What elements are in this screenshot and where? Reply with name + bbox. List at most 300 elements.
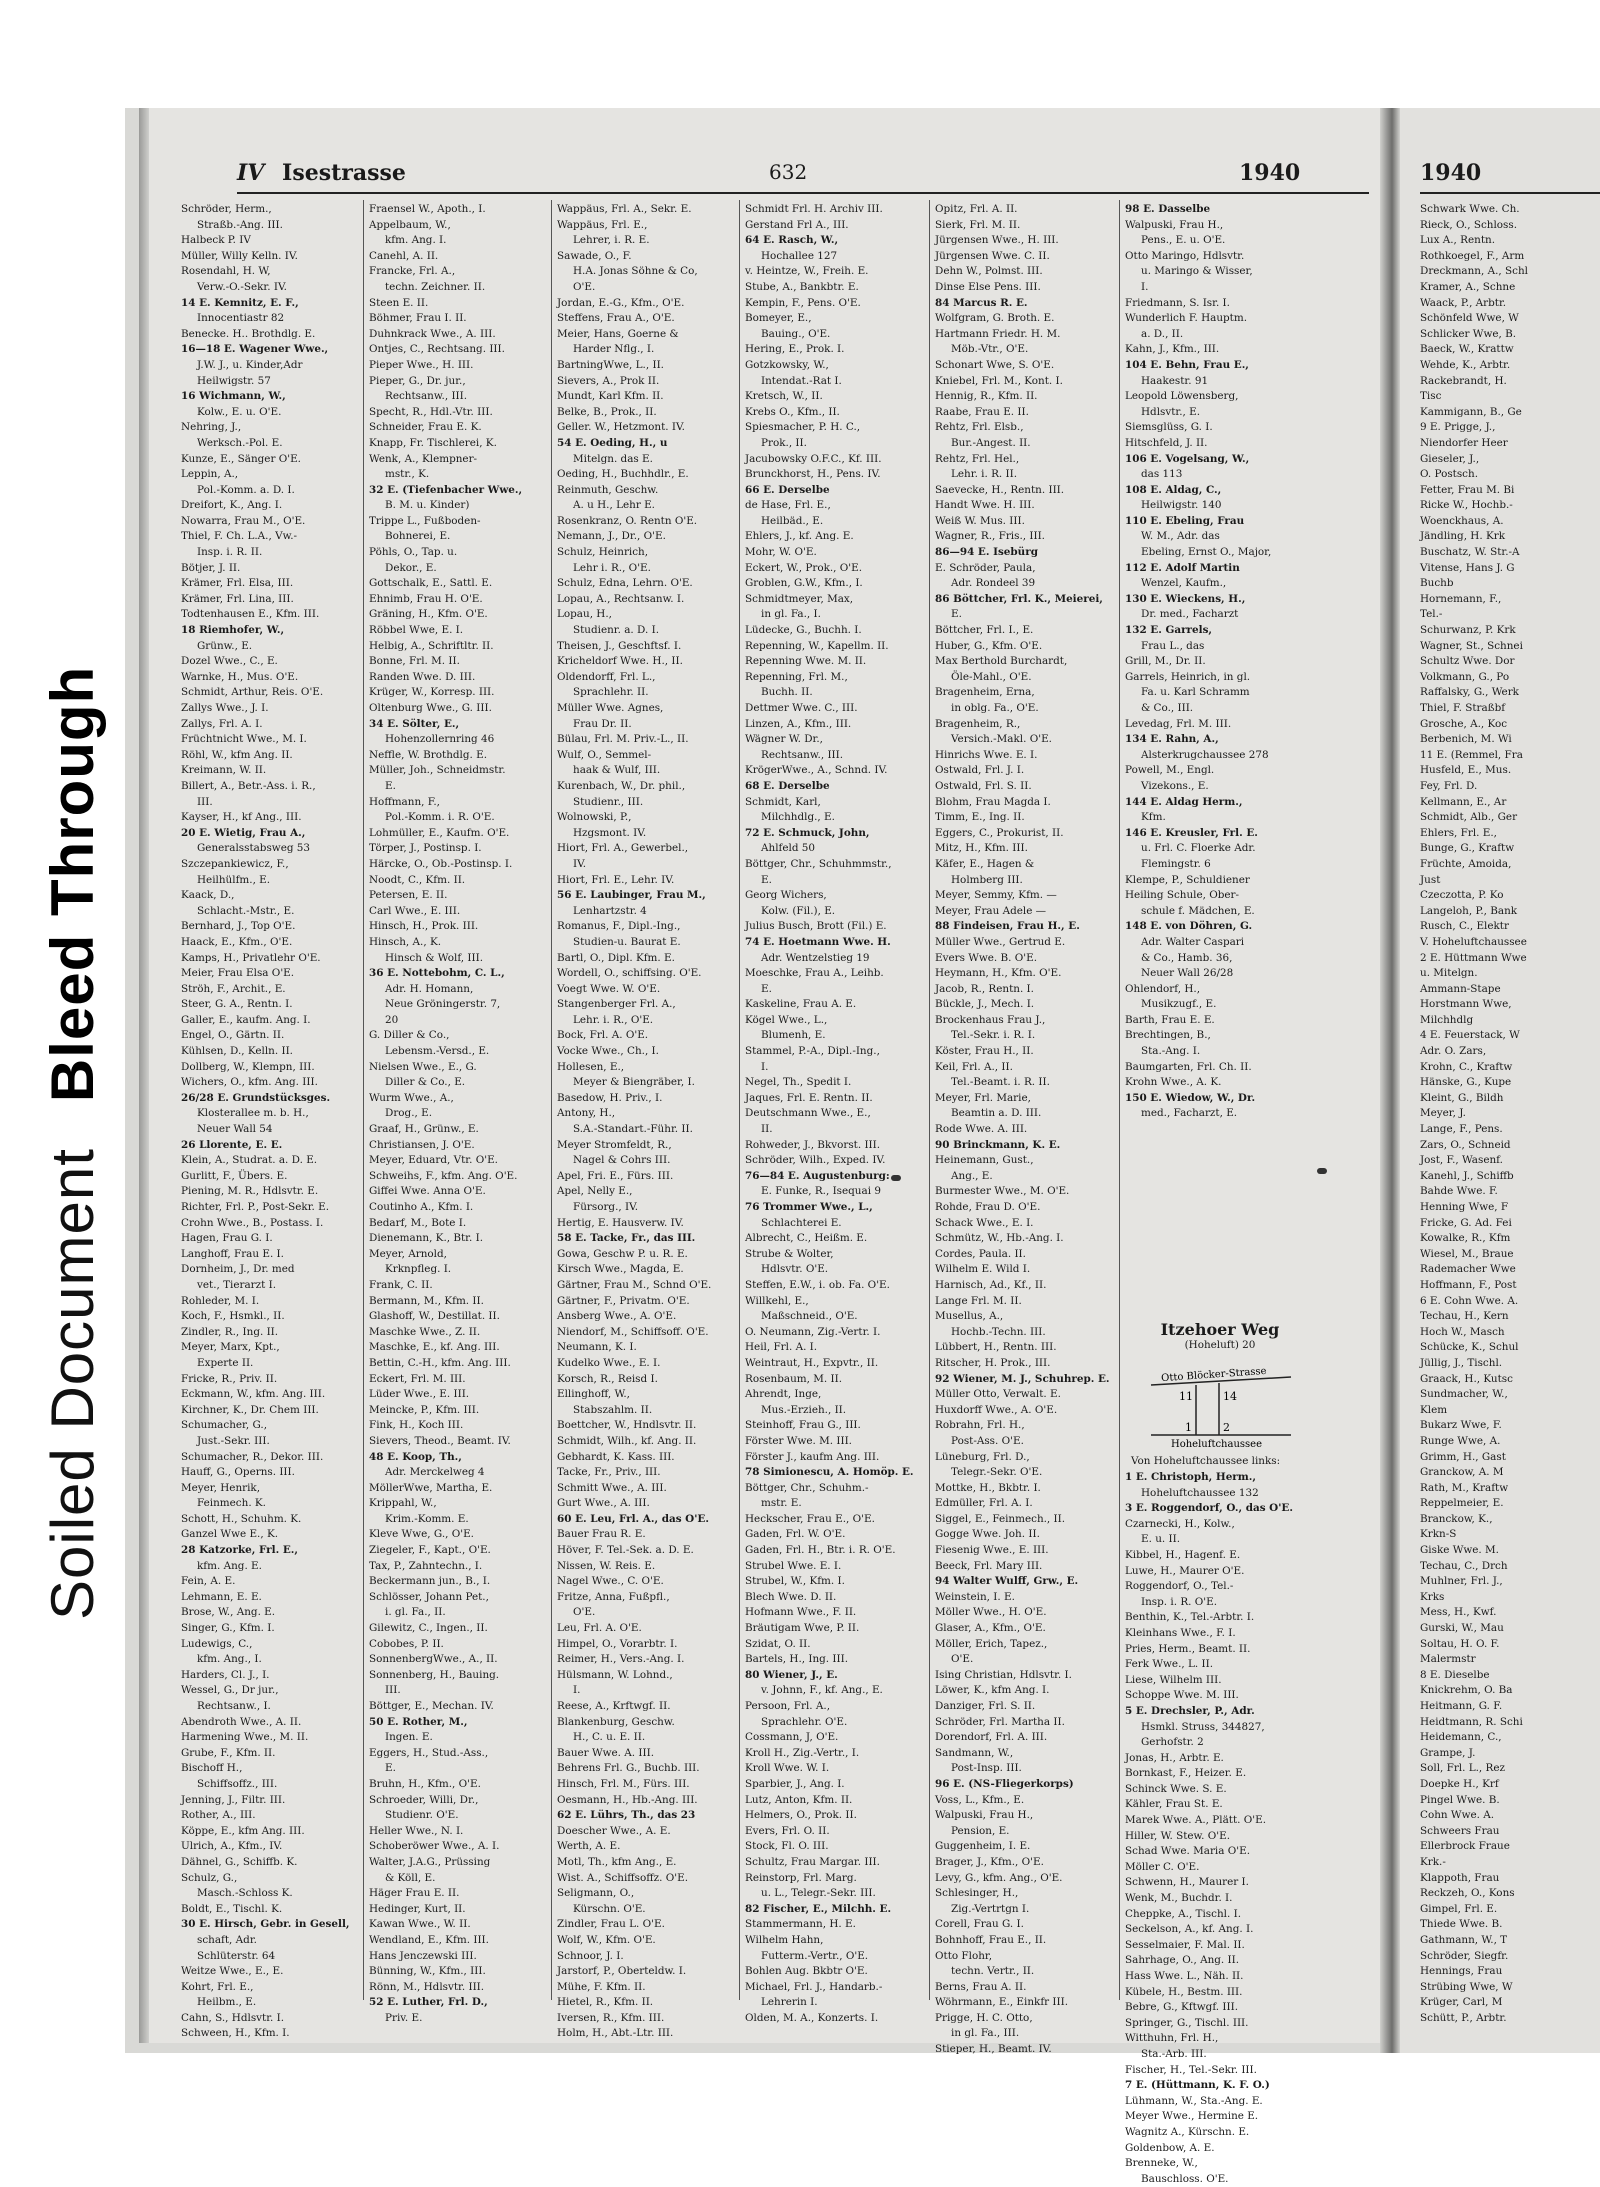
directory-entry-line: 1 E. Christoph, Herm.,	[1125, 1471, 1257, 1483]
directory-entry-line: 32 E. (Tiefenbacher Wwe.,	[369, 483, 523, 496]
directory-entry-line: Ebeling, Ernst O., Major,	[1141, 546, 1272, 559]
directory-entry-line: Leu, Frl. A. O'E.	[557, 1622, 642, 1635]
directory-entry-line: Ganzel Wwe E., K.	[181, 1528, 279, 1541]
directory-entry-line: G. Diller & Co.,	[369, 1029, 450, 1042]
directory-entry-line: Ferk Wwe., L. II.	[1125, 1658, 1214, 1671]
directory-entry-line: Kreimann, W. II.	[181, 764, 267, 777]
directory-entry-line: Kricheldorf Wwe. H., II.	[557, 655, 683, 668]
directory-entry-line: Ehlers, J., kf. Ang. E.	[745, 530, 854, 543]
house-number-14: 14	[1223, 1390, 1237, 1403]
directory-entry-line: Hofmann Wwe., F. II.	[745, 1606, 857, 1619]
directory-entry-line: Lebensm.-Versd., E.	[385, 1045, 490, 1058]
directory-entry-line: Ehlers, Frl. E.,	[1420, 826, 1497, 839]
header-rule	[237, 192, 1369, 194]
directory-entry-line: Bauing., O'E.	[761, 327, 831, 340]
directory-entry-line: Siemsglüss, G. I.	[1125, 421, 1213, 434]
directory-entry-line: Buchb	[1420, 577, 1454, 590]
directory-entry-line: Krkn-S	[1420, 1528, 1457, 1541]
directory-entry-line: Lehrerin I.	[761, 1996, 818, 2009]
directory-entry-line: Höver, F. Tel.-Sek. a. D. E.	[557, 1544, 694, 1557]
directory-entry-line: Schoppe Wwe. M. III.	[1125, 1689, 1239, 1702]
directory-entry-line: Bartels, H., Ing. III.	[745, 1653, 849, 1666]
directory-entry-line: Goldenbow, A. E.	[1125, 2141, 1215, 2154]
directory-entry-line: Hauff, G., Operns. III.	[181, 1466, 295, 1479]
directory-entry-line: Geller. W., Hetzmont. IV.	[557, 421, 685, 434]
directory-entry-line: Schröder, Frl. Martha II.	[935, 1715, 1065, 1728]
directory-entry-line: Kirsch Wwe., Magda, E.	[557, 1263, 684, 1276]
directory-entry-line: Hollesen, E.,	[557, 1060, 625, 1073]
directory-entry-line: mstr. E.	[761, 1497, 802, 1510]
directory-entry-line: Klosterallee m. b. H.,	[197, 1107, 309, 1120]
directory-entry-line: Leopold Löwensberg,	[1125, 390, 1239, 403]
directory-entry-line: Fürsorg., IV.	[573, 1201, 639, 1213]
directory-entry-line: Gerstand Frl A., III.	[745, 218, 849, 231]
directory-entry-line: Wulf, O., Semmel-	[557, 748, 652, 761]
directory-entry-line: Prigge, H. C. Otto,	[935, 2011, 1033, 2024]
directory-entry-line: Sta.-Arb. III.	[1141, 2047, 1207, 2060]
directory-entry-line: 3 E. Roggendorf, O., das O'E.	[1125, 1502, 1293, 1515]
directory-entry-line: 86 Böttcher, Frl. K., Meierei,	[935, 592, 1103, 605]
directory-entry-line: Sonnenberg, H., Bauing.	[369, 1668, 500, 1681]
directory-entry-line: Hering, E., Prok. I.	[745, 343, 845, 356]
directory-entry-line: Coutinho A., Kfm. I.	[369, 1201, 474, 1213]
directory-entry-line: Himpel, O., Vorarbtr. I.	[557, 1637, 678, 1650]
directory-entry-line: Hass Wwe. L., Näh. II.	[1125, 1970, 1244, 1982]
directory-entry-line: Buchh. II.	[761, 686, 813, 699]
directory-entry-line: Reese, A., Krftwgf. II.	[557, 1700, 671, 1712]
directory-entry-line: Muhlner, Frl. J.,	[1420, 1575, 1503, 1588]
directory-entry-line: 146 E. Kreusler, Frl. E.	[1125, 826, 1258, 839]
directory-entry-line: 104 E. Behn, Frau E.,	[1125, 358, 1249, 371]
directory-entry-line: 90 Brinckmann, K. E.	[935, 1138, 1061, 1151]
facing-listing-column	[1420, 202, 1600, 2022]
street-side-note: Von Hoheluftchaussee links:	[1131, 1455, 1281, 1467]
directory-entry-line: Huber, G., Kfm. O'E.	[935, 639, 1043, 652]
directory-entry-line: Schinck Wwe. S. E.	[1125, 1782, 1227, 1795]
directory-entry-line: Intendat.-Rat I.	[761, 374, 842, 387]
directory-entry-line: Bukarz Wwe, F.	[1420, 1419, 1502, 1432]
directory-entry-line: Schack Wwe., E. I.	[935, 1216, 1034, 1229]
directory-entry-line: Frau Dr. II.	[573, 717, 632, 730]
directory-entry-line: Kamps, H., Privatlehr O'E.	[181, 951, 321, 964]
directory-entry-line: Wagner, St., Schnei	[1420, 639, 1523, 652]
directory-entry-line: Niendorf, M., Schiffsoff. O'E.	[557, 1325, 709, 1338]
directory-entry-line: Petersen, E. II.	[369, 889, 448, 902]
directory-entry-line: Hennig, R., Kfm. II.	[935, 390, 1038, 403]
directory-entry-line: Soltau, H. O. F.	[1420, 1637, 1500, 1650]
directory-entry-line: O'E.	[951, 1653, 974, 1666]
directory-entry-line: Schmidt, Wilh., kf. Ang. II.	[557, 1434, 697, 1447]
directory-entry-line: I.	[761, 1060, 769, 1073]
directory-entry-line: Walpuski, Frau H.,	[1125, 218, 1224, 231]
directory-entry-line: Raabe, Frau E. II.	[935, 405, 1029, 418]
directory-entry-line: Basedow, H. Priv., I.	[557, 1091, 663, 1104]
directory-entry-line: 11 E. (Remmel, Fra	[1420, 748, 1523, 761]
directory-entry-line: E.	[385, 779, 396, 792]
street-junction-block	[1131, 1320, 1309, 1467]
directory-entry-line: Niendorfer Heer	[1420, 436, 1508, 449]
directory-entry-line: Strubel Wwe. E. I.	[745, 1559, 842, 1572]
directory-entry-line: 64 E. Rasch, W.,	[745, 234, 839, 247]
directory-entry-line: Lühmann, W., Sta.-Ang. E.	[1125, 2094, 1263, 2107]
directory-entry-line: Georg Wichers,	[745, 889, 827, 902]
directory-entry-line: Persoon, Frl. A.,	[745, 1700, 830, 1712]
directory-entry-line: Mohr, W. O'E.	[745, 546, 817, 559]
directory-entry-line: Krebs O., Kfm., II.	[745, 405, 840, 418]
directory-entry-line: Ansberg Wwe., A. O'E.	[557, 1310, 677, 1323]
directory-entry-line: Schücke, K., Schul	[1420, 1341, 1519, 1354]
listing-column-1	[181, 202, 359, 2040]
directory-entry-line: Futterm.-Vertr., O'E.	[761, 1949, 869, 1962]
directory-entry-line: Belke, B., Prok., II.	[557, 405, 657, 418]
directory-entry-line: 18 Riemhofer, W.,	[181, 624, 285, 637]
directory-entry-line: Mus.-Erzieh., II.	[761, 1403, 847, 1416]
directory-entry-line: Cohn Wwe. A.	[1420, 1809, 1495, 1822]
directory-entry-line: 96 E. (NS-Fliegerkorps)	[935, 1777, 1074, 1790]
directory-entry-line: Hinsch, H., Prok. III.	[369, 920, 479, 933]
directory-entry-line: Gaden, Frl. H., Btr. i. R. O'E.	[745, 1544, 896, 1557]
directory-entry-line: Lüdecke, G., Buchh. I.	[745, 624, 862, 637]
directory-entry-line: Repenning, Frl. M.,	[745, 670, 848, 683]
directory-entry-line: Wolfgram, G. Broth. E.	[935, 312, 1055, 325]
directory-entry-line: Kretsch, W., II.	[745, 390, 823, 403]
directory-entry-line: 52 E. Luther, Frl. D.,	[369, 1996, 488, 2009]
directory-entry-line: Hzgsmont. IV.	[573, 826, 647, 839]
directory-entry-line: Neffle, W. Brothdlg. E.	[369, 748, 488, 761]
directory-entry-line: Beckermann jun., B., I.	[369, 1575, 491, 1588]
directory-entry-line: Verw.-O.-Sekr. IV.	[197, 280, 287, 293]
directory-entry-line: Woenckhaus, A.	[1420, 514, 1504, 527]
facing-year-heading: 1940	[1420, 160, 1482, 186]
directory-entry-line: Corell, Frau G. I.	[935, 1918, 1024, 1931]
directory-entry-line: Gieseler, J.,	[1420, 452, 1480, 465]
directory-entry-line: techn. Zeichner. II.	[385, 280, 486, 293]
directory-entry-line: Bräutigam Wwe, P. II.	[745, 1622, 860, 1635]
directory-entry-line: Thiel, F. Straßbf	[1420, 702, 1506, 714]
directory-entry-line: 28 Katzorke, Frl. E.,	[181, 1544, 298, 1557]
directory-entry-line: Dorendorf, Frl. A. III.	[935, 1731, 1048, 1744]
directory-entry-line: Grube, F., Kfm. II.	[181, 1746, 276, 1759]
directory-entry-line: Kahn, J., Kfm., III.	[1125, 343, 1220, 356]
street-district: (Hoheluft) 20	[1184, 1339, 1256, 1351]
directory-entry-line: Reinmuth, Geschw.	[557, 483, 659, 496]
directory-entry-line: Warnke, H., Mus. O'E.	[181, 670, 299, 683]
directory-entry-line: Branckow, K.,	[1420, 1512, 1493, 1525]
directory-entry-line: Noodt, C., Kfm. II.	[369, 873, 466, 886]
directory-entry-line: Helbig, A., Schriftltr. II.	[369, 639, 494, 652]
directory-entry-line: Halbeck P. IV	[181, 234, 251, 247]
directory-entry-line: Öle-Mahl., O'E.	[951, 670, 1032, 683]
directory-entry-line: Heilbäd., E.	[761, 514, 824, 527]
directory-entry-line: Wichers, O., kfm. Ang. III.	[181, 1076, 318, 1089]
directory-entry-line: Nagel Wwe., C. O'E.	[557, 1575, 664, 1588]
directory-entry-line: Wendland, E., Kfm. III.	[369, 1933, 489, 1946]
directory-entry-line: Nielsen Wwe., E., G.	[369, 1060, 477, 1073]
directory-entry-line: O. Postsch.	[1420, 468, 1478, 481]
directory-entry-line: Meier, Hans, Goerne &	[557, 327, 679, 340]
directory-entry-line: Kowalke, R., Kfm	[1420, 1232, 1511, 1245]
directory-entry-line: Kleve Wwe, G., O'E.	[369, 1528, 474, 1541]
directory-entry-line: Carl Wwe., E. III.	[369, 904, 461, 917]
directory-entry-line: Mitelgn. das E.	[573, 452, 653, 465]
directory-entry-line: Lange Frl. M. II.	[935, 1294, 1022, 1307]
directory-entry-line: Sandmann, W.,	[935, 1746, 1014, 1759]
directory-entry-line: 110 E. Ebeling, Frau	[1125, 514, 1245, 527]
directory-entry-line: Rusch, C., Elektr	[1420, 920, 1509, 933]
directory-entry-line: Nemann, J., Dr., O'E.	[557, 530, 666, 543]
directory-entry-line: Dettmer Wwe. C., III.	[745, 702, 858, 714]
directory-entry-line: Steffens, Frau A., O'E.	[557, 312, 675, 325]
directory-entry-line: Singer, G., Kfm. I.	[181, 1622, 275, 1635]
directory-entry-line: Willkehl, E.,	[745, 1294, 809, 1307]
directory-entry-line: Lüder Wwe., E. III.	[369, 1388, 470, 1401]
directory-entry-line: Hohenzollernring 46	[385, 733, 495, 746]
directory-entry-line: Adr. O. Zars,	[1420, 1045, 1487, 1058]
directory-entry-line: Schütt, P., Arbtr.	[1420, 2011, 1507, 2024]
directory-entry-line: Bahde Wwe. F.	[1420, 1185, 1498, 1198]
directory-entry-line: Saevecke, H., Rentn. III.	[935, 483, 1065, 496]
directory-entry-line: Spiesmacher, P. H. C.,	[745, 421, 861, 434]
directory-entry-line: Szczepankiewicz, F.,	[181, 857, 289, 870]
directory-entry-line: Marek Wwe. A., Plätt. O'E.	[1125, 1814, 1267, 1827]
directory-entry-line: Benecke. H.. Brothdlg. E.	[181, 327, 316, 340]
directory-entry-line: Hsmkl. Struss, 344827,	[1141, 1720, 1265, 1733]
directory-entry-line: Pension, E.	[951, 1824, 1010, 1837]
directory-entry-line: Sahrhage, O., Ang. II.	[1125, 1954, 1240, 1967]
directory-entry-line: Möb.-Vtr., O'E.	[951, 343, 1029, 356]
directory-entry-line: Rothkoegel, F., Arm	[1420, 249, 1525, 262]
directory-entry-line: Wägner W. Dr.,	[745, 733, 823, 746]
directory-entry-line: Löwer, K., kfm Ang. I.	[935, 1684, 1050, 1697]
directory-entry-line: O'E.	[573, 1606, 596, 1619]
directory-entry-line: Dreifort, K., Ang. I.	[181, 499, 283, 512]
directory-entry-line: Gathmann, W., T	[1420, 1933, 1508, 1946]
directory-entry-line: Bonne, Frl. M. II.	[369, 655, 460, 668]
directory-entry-line: Wilhelm E. Wild I.	[935, 1263, 1031, 1276]
directory-entry-line: Lopau, H.,	[557, 608, 612, 621]
directory-entry-line: Baeck, W., Krattw	[1420, 343, 1514, 356]
directory-entry-line: Kübele, H., Bestm. III.	[1125, 1985, 1243, 1998]
directory-entry-line: Rieck, O., Schloss.	[1420, 218, 1518, 231]
directory-entry-line: Opitz, Frl. A. II.	[935, 203, 1018, 215]
directory-entry-line: Krohn Wwe., A. K.	[1125, 1076, 1222, 1089]
directory-entry-line: Gotzkowsky, W.,	[745, 358, 829, 371]
directory-entry-line: Ziegeler, F., Kapt., O'E.	[369, 1544, 491, 1557]
directory-entry-line: das 113	[1141, 468, 1183, 481]
directory-entry-line: Hinrichs Wwe. E. I.	[935, 748, 1038, 761]
directory-entry-line: Robrahn, Frl. H.,	[935, 1419, 1025, 1432]
directory-entry-line: Reimer, H., Vers.-Ang. I.	[557, 1653, 685, 1666]
directory-entry-line: Vocke Wwe., Ch., I.	[557, 1045, 659, 1058]
directory-entry-line: Hornemann, F.,	[1420, 592, 1502, 605]
directory-entry-line: Bragenheim, R.,	[935, 717, 1021, 730]
directory-entry-line: Rademacher Wwe	[1420, 1263, 1516, 1276]
directory-entry-line: Witthuhn, Frl. H.,	[1125, 2032, 1219, 2045]
directory-entry-line: Lehr. i. R. II.	[951, 468, 1018, 481]
directory-entry-line: Giske Wwe. M.	[1420, 1544, 1499, 1557]
directory-entry-line: Werth, A. E.	[557, 1840, 621, 1853]
directory-entry-line: Bülau, Frl. M. Priv.-L., II.	[557, 733, 689, 746]
directory-entry-line: Meyer, J.	[1420, 1107, 1466, 1120]
directory-entry-line: I.	[1141, 280, 1149, 293]
directory-entry-line: Duhnkrack Wwe., A. III.	[369, 327, 496, 340]
directory-entry-line: 144 E. Aldag Herm.,	[1125, 795, 1243, 808]
directory-entry-line: 4 E. Feuerstack, W	[1420, 1029, 1520, 1042]
directory-entry-line: Motl, Th., kfm Ang., E.	[557, 1855, 677, 1868]
directory-entry-line: Förster J., kaufm Ang. III.	[745, 1450, 880, 1463]
directory-entry-line: med., Facharzt, E.	[1141, 1107, 1238, 1120]
directory-entry-line: Schmidt, Karl,	[745, 795, 821, 808]
directory-entry-line: Max Berthold Burchardt,	[935, 655, 1068, 668]
directory-entry-line: Schmitt Wwe., A. III.	[557, 1481, 667, 1494]
directory-entry-line: 36 E. Nottebohm, C. L.,	[369, 967, 505, 980]
directory-entry-line: Henning Wwe, F	[1420, 1201, 1509, 1213]
directory-entry-line: Klem	[1420, 1403, 1448, 1416]
directory-entry-line: Musellus, A.,	[935, 1310, 1004, 1323]
directory-entry-line: E.	[385, 1762, 396, 1775]
directory-entry-line: Springer, G., Tischl. III.	[1125, 2016, 1249, 2029]
facing-page	[1400, 108, 1600, 2053]
directory-entry-line: Cordes, Paula. II.	[935, 1247, 1026, 1260]
directory-entry-line: Heymann, H., Kfm. O'E.	[935, 967, 1062, 980]
scanned-page	[125, 108, 1600, 2185]
directory-entry-line: Adr. Walter Caspari	[1141, 935, 1245, 948]
directory-entry-line: Ammann-Stape	[1420, 982, 1501, 995]
directory-entry-line: Hietel, R., Kfm. II.	[557, 1996, 654, 2009]
directory-entry-line: Seckelson, A., kf. Ang. I.	[1125, 1923, 1254, 1936]
directory-entry-line: Keil, Frl. A., II.	[935, 1060, 1013, 1073]
directory-entry-line: 84 Marcus R. E.	[935, 296, 1028, 309]
directory-entry-line: Pöhls, O., Tap. u.	[369, 546, 458, 559]
directory-entry-line: Wenzel, Kaufm.,	[1141, 577, 1227, 590]
directory-entry-line: Garrels, Heinrich, in gl.	[1125, 670, 1251, 683]
directory-entry-line: Weintraut, H., Expvtr., II.	[745, 1356, 879, 1369]
directory-entry-line: Heckscher, Frau E., O'E.	[745, 1512, 875, 1525]
soiled-document-label: Soiled Document	[39, 1148, 106, 1620]
directory-entry-line: Siggel, E., Feinmech., II.	[935, 1512, 1066, 1525]
directory-entry-line: Ingen. E.	[385, 1731, 433, 1744]
directory-entry-line: Klappoth, Frau	[1420, 1871, 1500, 1884]
directory-entry-line: Bauschloss. O'E.	[1141, 2172, 1229, 2185]
directory-entry-line: Heilwigstr. 57	[197, 374, 271, 387]
directory-entry-line: 16 Wichmann, W.,	[181, 390, 286, 403]
directory-entry-line: Wappäus, Frl. E.,	[557, 218, 648, 231]
directory-entry-line: Dr. med., Facharzt	[1141, 608, 1239, 621]
directory-entry-line: Pingel Wwe. B.	[1420, 1793, 1500, 1806]
directory-entry-line: Hedinger, Kurt, II.	[369, 1902, 466, 1915]
year-heading: 1940	[1239, 160, 1301, 186]
directory-entry-line: Früchtnicht Wwe., M. I.	[181, 733, 307, 746]
directory-entry-line: Meyer Wwe., Hermine E.	[1125, 2110, 1259, 2123]
directory-entry-line: Stock, Fl. O. III.	[745, 1840, 829, 1853]
directory-entry-line: Langhoff, Frau E. I.	[181, 1247, 284, 1260]
directory-entry-line: Heil, Frl. A. I.	[745, 1341, 818, 1354]
directory-entry-line: Zig.-Vertrtgn I.	[951, 1902, 1030, 1915]
directory-entry-line: 8 E. Dieselbe	[1420, 1668, 1490, 1681]
directory-entry-line: Wilhelm Hahn,	[745, 1933, 824, 1946]
directory-entry-line: Richter, Frl. P., Post-Sekr. E.	[181, 1201, 330, 1213]
directory-entry-line: Bückle, J., Mech. I.	[935, 998, 1035, 1011]
directory-entry-line: Jacob, R., Rentn. I.	[935, 982, 1034, 995]
directory-entry-line: Kürschn. O'E.	[573, 1902, 646, 1915]
directory-entry-line: Häger Frau E. II.	[369, 1887, 460, 1900]
directory-entry-line: Harders, Cl. J., I.	[181, 1668, 270, 1681]
directory-entry-line: Schroeder, Willi, Dr.,	[369, 1793, 479, 1806]
directory-entry-line: Ellinghoff, W.,	[557, 1388, 630, 1401]
directory-entry-line: Stammel, P.-A., Dipl.-Ing.,	[745, 1045, 880, 1058]
directory-entry-line: Ströh, F., Archit., E.	[181, 982, 286, 995]
directory-entry-line: & Co., Hamb. 36,	[1141, 951, 1233, 964]
directory-entry-line: Brenneke, W.,	[1125, 2157, 1198, 2170]
directory-entry-line: Meyer & Biengräber, I.	[573, 1076, 695, 1089]
directory-entry-line: 134 E. Rahn, A.,	[1125, 733, 1219, 746]
directory-entry-line: Schlachterei E.	[761, 1216, 842, 1229]
directory-entry-line: Jenning, J., Filtr. III.	[181, 1793, 286, 1806]
directory-entry-line: Kähler, Frau St. E.	[1125, 1798, 1223, 1811]
directory-entry-line: Blohm, Frau Magda I.	[935, 795, 1051, 808]
directory-entry-line: Grosche, A., Koc	[1420, 717, 1508, 730]
directory-entry-line: Bornkast, F., Heizer. E.	[1125, 1767, 1247, 1780]
directory-entry-line: 58 E. Tacke, Fr., das III.	[557, 1232, 696, 1245]
directory-entry-line: Antony, H.,	[557, 1107, 616, 1120]
directory-entry-line: Ang., E.	[951, 1169, 993, 1182]
directory-entry-line: Schultz Wwe. Dor	[1420, 655, 1515, 668]
directory-entry-line: Kanehl, J., Schiffb	[1420, 1169, 1514, 1182]
directory-entry-line: 88 Findeisen, Frau H., E.	[935, 920, 1080, 933]
directory-entry-line: u. L., Telegr.-Sekr. III.	[761, 1887, 876, 1900]
directory-entry-line: Meyer, Henrik,	[181, 1481, 261, 1494]
directory-entry-line: 20 E. Wietig, Frau A.,	[181, 826, 306, 839]
directory-entry-line: Levy, G., kfm. Ang., O'E.	[935, 1871, 1063, 1884]
directory-entry-line: Kroll Wwe. W. I.	[745, 1762, 830, 1775]
directory-entry-line: Behrens Frl. G., Buchb. III.	[557, 1762, 700, 1775]
directory-entry-line: Feinmech. K.	[197, 1497, 266, 1510]
directory-entry-line: Tel.-Beamt. i. R. II.	[951, 1076, 1050, 1089]
directory-entry-line: Just	[1420, 873, 1441, 886]
directory-entry-line: Fein, A. E.	[181, 1575, 236, 1588]
directory-entry-line: E. u. II.	[1141, 1533, 1181, 1546]
directory-entry-line: Pol.-Komm. a. D. I.	[197, 483, 295, 496]
directory-entry-line: Bunge, G., Kraftw	[1420, 842, 1515, 855]
directory-entry-line: 108 E. Aldag, C.,	[1125, 483, 1222, 496]
directory-entry-line: Kirchner, K., Dr. Chem III.	[181, 1403, 319, 1416]
directory-entry-line: Jürgensen Wwe., H. III.	[935, 234, 1059, 247]
directory-entry-line: Grünw., E.	[197, 639, 253, 652]
directory-entry-line: Jaques, Frl. E. Rentn. II.	[745, 1091, 873, 1104]
directory-entry-line: 60 E. Leu, Frl. A., das O'E.	[557, 1512, 709, 1525]
page-number: 632	[769, 160, 808, 184]
directory-entry-line: Frank, C. II.	[369, 1278, 433, 1291]
directory-entry-line: Kolw., E. u. O'E.	[197, 405, 282, 418]
directory-entry-line: 2 E. Hüttmann Wwe	[1420, 951, 1527, 964]
directory-entry-line: Hochallee 127	[761, 249, 838, 262]
directory-entry-line: 7 E. (Hüttmann, K. F. O.)	[1125, 2079, 1270, 2092]
directory-entry-line: Ahrendt, Inge,	[745, 1388, 822, 1401]
directory-entry-line: Müller Otto, Verwalt. E.	[935, 1388, 1061, 1401]
directory-entry-line: Levedag, Frl. M. III.	[1125, 717, 1232, 730]
directory-entry-line: S.A.-Standart.-Führ. II.	[573, 1123, 693, 1136]
directory-entry-line: Studienr., III.	[573, 795, 644, 808]
directory-entry-line: Krämer, Frl. Lina, III.	[181, 592, 294, 605]
directory-entry-line: Müller, Joh., Schneidmstr.	[369, 764, 506, 777]
directory-entry-line: Bock, Frl. A. O'E.	[557, 1029, 649, 1042]
directory-entry-line: Hülsmann, W. Lohnd.,	[557, 1668, 673, 1681]
directory-entry-line: Schlacht.-Mstr., E.	[197, 904, 295, 917]
directory-entry-line: Meincke, P., Kfm. III.	[369, 1403, 480, 1416]
directory-entry-line: Evers, Frl. O. II.	[745, 1824, 830, 1837]
directory-entry-line: Cahn, S., Hdlsvtr. I.	[181, 2011, 285, 2024]
directory-entry-line: 54 E. Oeding, H., u	[557, 436, 668, 449]
